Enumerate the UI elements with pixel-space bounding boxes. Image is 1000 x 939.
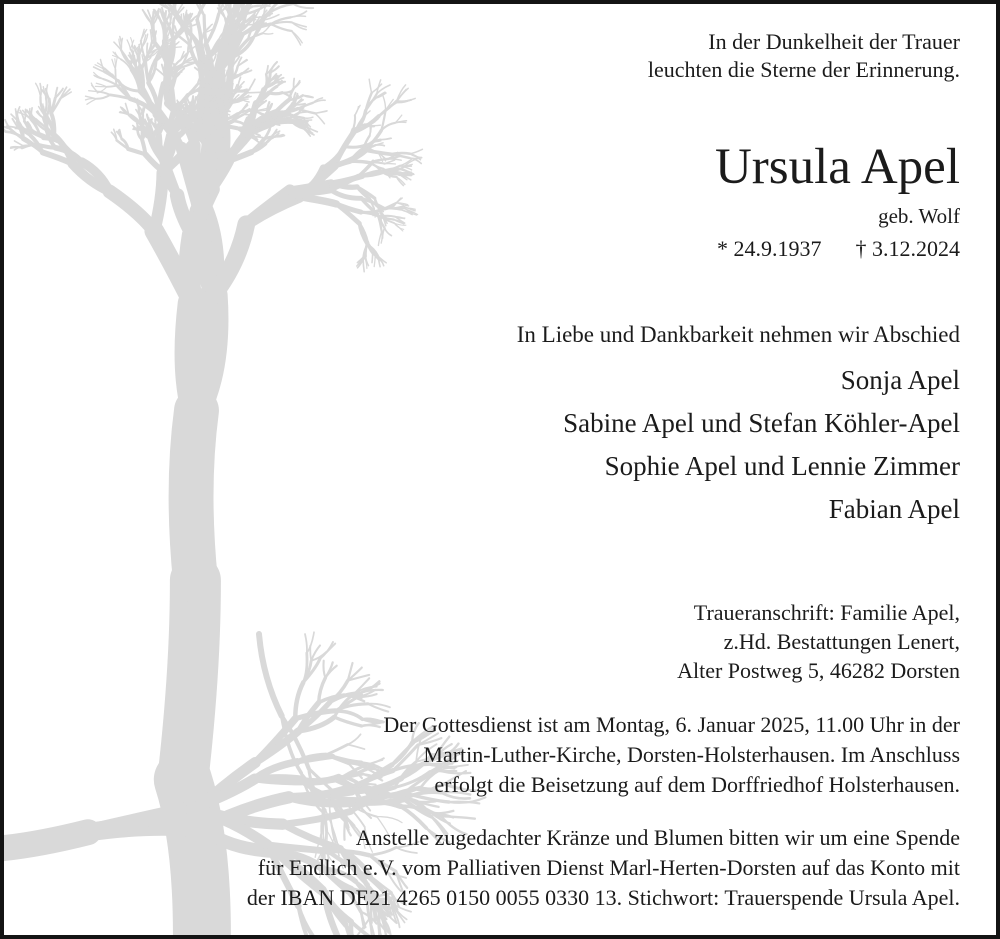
- address-line: z.Hd. Bestattungen Lenert,: [723, 629, 960, 654]
- mourner-name: Fabian Apel: [828, 494, 960, 524]
- birth-date: * 24.9.1937: [717, 236, 822, 261]
- donation-line: der IBAN DE21 4265 0150 0055 0330 13. Stichwort: Trauerspende Ursula Apel.: [246, 885, 960, 910]
- service-line: Martin-Luther-Kirche, Dorsten-Holsterhausen. Im Anschluss: [423, 742, 960, 767]
- service-info: [383, 710, 960, 800]
- donation-line: Anstelle zugedachter Kränze und Blumen bitten wir um eine Spende: [355, 825, 960, 850]
- memorial-quote: [648, 28, 960, 84]
- mourners-list: [563, 359, 960, 531]
- farewell-intro: In Liebe und Dankbarkeit nehmen wir Abschied: [516, 322, 960, 347]
- address-line: Traueranschrift: Familie Apel,: [693, 600, 960, 625]
- death-date: † 3.12.2024: [855, 236, 960, 261]
- address-line: Alter Postweg 5, 46282 Dorsten: [677, 658, 960, 683]
- donation-info: [247, 823, 960, 913]
- mourning-address: [677, 598, 960, 685]
- quote-line: leuchten die Sterne der Erinnerung.: [647, 57, 960, 82]
- deceased-name: Ursula Apel: [714, 139, 960, 195]
- maiden-name: geb. Wolf: [878, 204, 960, 228]
- quote-line: In der Dunkelheit der Trauer: [708, 29, 960, 54]
- service-line: erfolgt die Beisetzung auf dem Dorffriedhof Holsterhausen.: [434, 772, 960, 797]
- donation-line: für Endlich e.V. vom Palliativen Dienst Marl-Herten-Dorsten auf das Konto mit: [257, 855, 960, 880]
- mourner-name: Sabine Apel und Stefan Köhler-Apel: [563, 408, 960, 438]
- mourner-name: Sonja Apel: [840, 365, 960, 395]
- mourner-name: Sophie Apel und Lennie Zimmer: [604, 451, 960, 481]
- life-dates: [717, 235, 960, 263]
- service-line: Der Gottesdienst ist am Montag, 6. Januar 2025, 11.00 Uhr in der: [383, 712, 960, 737]
